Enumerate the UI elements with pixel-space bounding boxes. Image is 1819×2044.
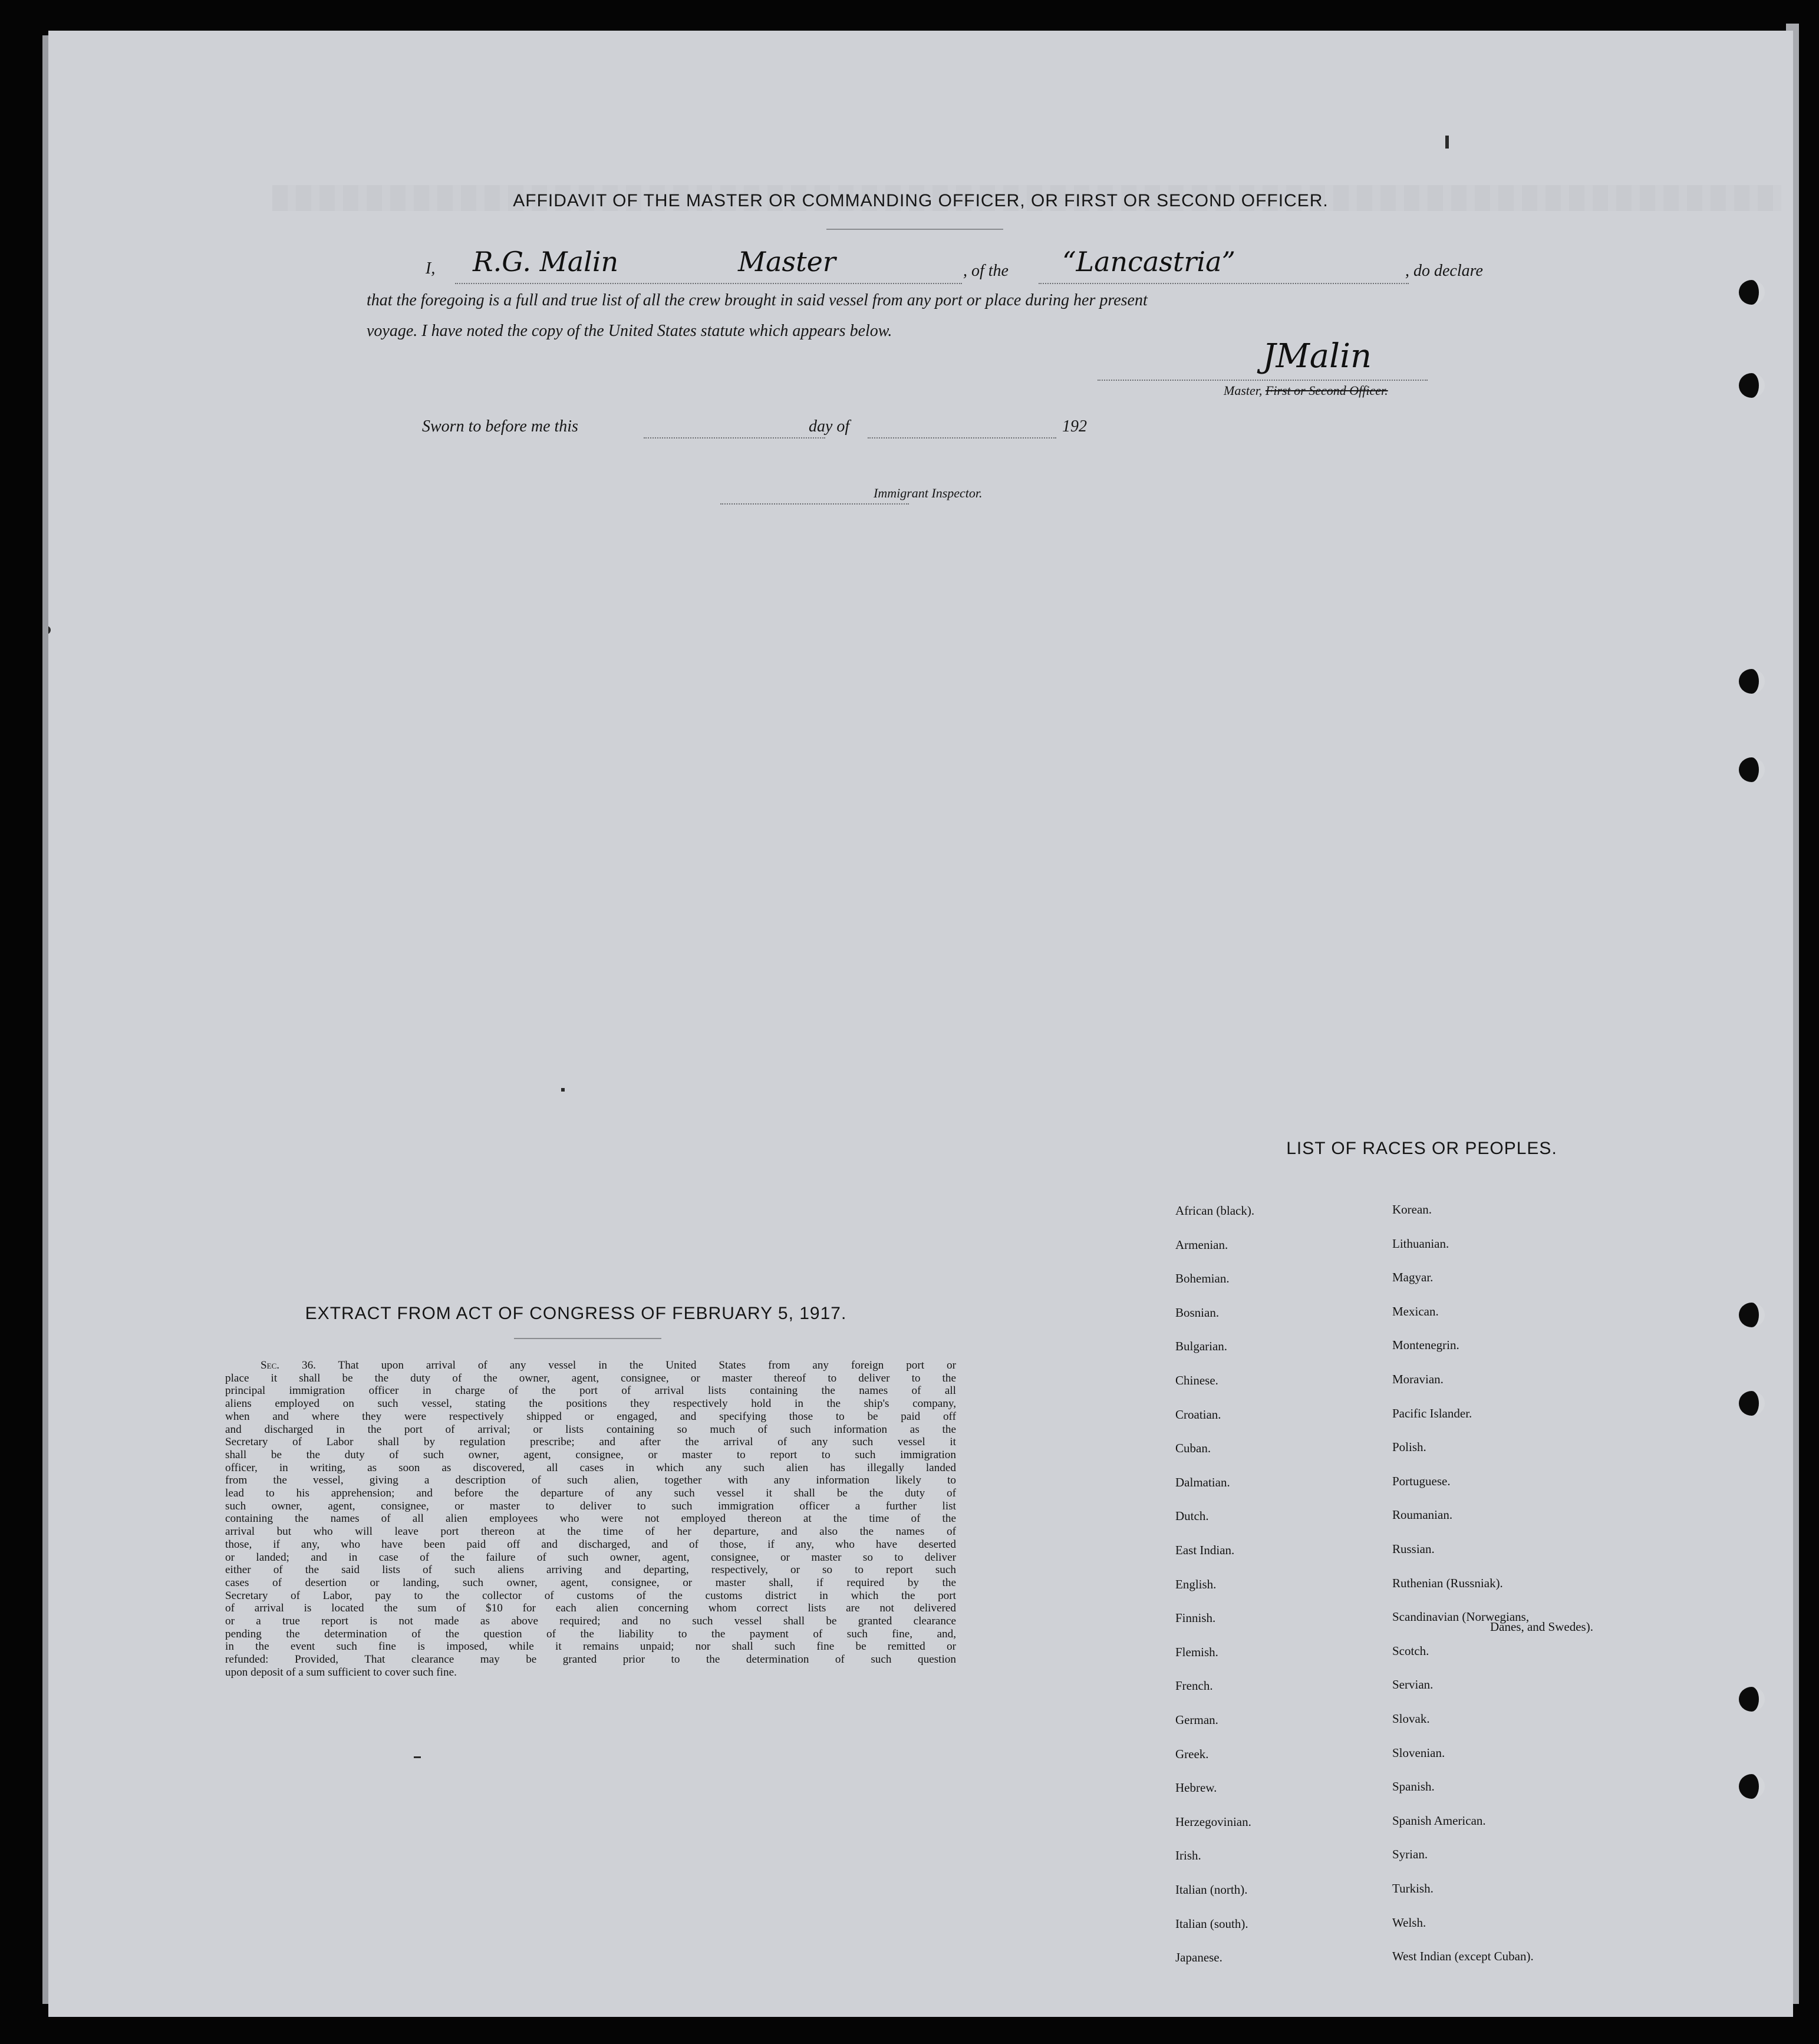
binder-hole xyxy=(1739,1303,1765,1327)
race-left-item: Japanese. xyxy=(1175,1950,1222,1965)
year-prefix: 192 xyxy=(1062,417,1087,436)
race-right-item: Slovak. xyxy=(1392,1712,1430,1726)
handwritten-vessel: “Lancastria” xyxy=(1062,246,1236,278)
sworn-month-line xyxy=(868,437,1056,439)
extract-body xyxy=(225,1359,956,1679)
extract-line: place it shall be the duty of the owner, agent, consignee, or master thereof to deliver to the xyxy=(225,1372,956,1384)
race-right-item: Scandinavian (Norwegians, xyxy=(1392,1610,1530,1624)
race-right-item: Scotch. xyxy=(1392,1643,1429,1658)
extract-line: when and where they were respectively shipped or engaged, and specifying those to be paid off xyxy=(225,1410,956,1423)
extract-line: Sec. 36. That upon arrival of any vessel in the United States from any foreign port or xyxy=(261,1359,956,1372)
extract-line: officer, in writing, as soon as discovered, all cases in which any such alien has illegally landed xyxy=(225,1461,956,1474)
name-line xyxy=(455,283,962,284)
extract-line: cases of desertion or landing, such owner, agent, consignee, or master shall, if required by the xyxy=(225,1576,956,1589)
race-scandinavian-cont: Danes, and Swedes). xyxy=(1490,1620,1593,1634)
affidavit-title: AFFIDAVIT OF THE MASTER OR COMMANDING OFFICER, OR FIRST OR SECOND OFFICER. xyxy=(513,191,1329,210)
extract-line: and discharged in the port of arrival; or lists containing so much of such information as the xyxy=(225,1423,956,1436)
race-right-item: Servian. xyxy=(1392,1677,1434,1692)
race-left-item: Dutch. xyxy=(1175,1509,1209,1524)
race-left-item: Bulgarian. xyxy=(1175,1339,1228,1354)
extract-line: Secretary of Labor, pay to the collector of customs of the customs district in which the port xyxy=(225,1589,956,1602)
race-right-item: Slovenian. xyxy=(1392,1745,1445,1760)
race-left-item: Finnish. xyxy=(1175,1611,1216,1626)
race-left-item: Hebrew. xyxy=(1175,1781,1217,1795)
extract-title: EXTRACT FROM ACT OF CONGRESS OF FEBRUARY 5, 1917. xyxy=(305,1304,847,1323)
race-right-item: Montenegrin. xyxy=(1392,1338,1459,1353)
handwritten-rank: Master xyxy=(738,246,836,278)
caption-master: Master, xyxy=(1224,383,1263,398)
extract-line: arrival but who will leave port thereon at the time of her departure, and also the names of xyxy=(225,1525,956,1538)
race-left-item: Armenian. xyxy=(1175,1237,1228,1252)
of-the-label: , of the xyxy=(963,262,1009,280)
day-of-label: day of xyxy=(809,417,850,436)
handwritten-name: R.G. Malin xyxy=(473,246,619,278)
race-left-item: East Indian. xyxy=(1175,1543,1235,1557)
binder-hole xyxy=(1739,669,1765,694)
stray-mark xyxy=(1445,136,1449,149)
race-left-item: English. xyxy=(1175,1577,1217,1591)
race-right-item: Welsh. xyxy=(1392,1915,1426,1930)
extract-line: in the event such fine is imposed, while it remains unpaid; nor shall such fine be remitted or xyxy=(225,1640,956,1653)
extract-line: pending the determination of the question of the liability to the payment of such fine, and, xyxy=(225,1627,956,1640)
race-left-item: French. xyxy=(1175,1679,1213,1693)
extract-line: refunded: Provided, That clearance may be granted prior to the determination of such question xyxy=(225,1653,956,1666)
race-right-item: Moravian. xyxy=(1392,1372,1444,1386)
race-left-item: Greek. xyxy=(1175,1746,1209,1761)
signature-line xyxy=(1098,380,1428,381)
race-left-item: Irish. xyxy=(1175,1848,1201,1863)
races-title: LIST OF RACES OR PEOPLES. xyxy=(1286,1139,1557,1158)
extract-line: or a true report is not made as above required; and no such vessel shall be granted clearance xyxy=(225,1615,956,1628)
race-right-item: Polish. xyxy=(1392,1440,1426,1455)
extract-line: principal immigration officer in charge of the port of arrival lists containing the names of all xyxy=(225,1384,956,1397)
vessel-line xyxy=(1039,283,1409,284)
caption-struck: First or Second Officer. xyxy=(1265,383,1388,398)
race-right-item: Russian. xyxy=(1392,1542,1435,1556)
stray-mark xyxy=(48,626,51,634)
extract-line: or landed; and in case of the failure of such owner, agent, consignee, or master so to deliver xyxy=(225,1551,956,1564)
extract-line: lead to his apprehension; and before the departure of any such vessel it shall be the duty of xyxy=(225,1487,956,1500)
do-declare-label: , do declare xyxy=(1405,262,1483,280)
race-right-item: Mexican. xyxy=(1392,1304,1439,1318)
race-left-item: Dalmatian. xyxy=(1175,1475,1230,1489)
stray-mark xyxy=(414,1756,421,1758)
stray-mark xyxy=(561,1088,565,1092)
extract-line: Secretary of Labor shall by regulation prescribe; and after the arrival of any such vessel it xyxy=(225,1436,956,1449)
race-left-item: Chinese. xyxy=(1175,1373,1218,1387)
extract-line: either of the said lists of such aliens arriving and departing, respectively, or so to report such xyxy=(225,1564,956,1577)
race-right-item: Korean. xyxy=(1392,1202,1432,1216)
race-right-item: Roumanian. xyxy=(1392,1508,1453,1522)
race-left-item: Cuban. xyxy=(1175,1441,1211,1456)
race-right-item: Spanish American. xyxy=(1392,1813,1486,1828)
extract-line: aliens employed on such vessel, stating the positions they respectively hold in the ship's company, xyxy=(225,1397,956,1410)
sworn-label: Sworn to before me this xyxy=(422,417,578,436)
race-right-item: Lithuanian. xyxy=(1392,1236,1449,1251)
binder-hole xyxy=(1739,1774,1765,1799)
i-label: I, xyxy=(426,259,436,278)
affidavit-line-3: voyage. I have noted the copy of the United States statute which appears below. xyxy=(367,322,892,340)
extract-rule xyxy=(514,1338,661,1339)
signature: JMalin xyxy=(1263,337,1372,375)
race-right-item: Magyar. xyxy=(1392,1270,1434,1285)
extract-line: containing the names of all alien employees who were not employed thereon at the time of the xyxy=(225,1512,956,1525)
inspector-line xyxy=(720,503,909,505)
sec-label: Sec. xyxy=(261,1359,280,1372)
race-right-item: Pacific Islander. xyxy=(1392,1406,1472,1420)
race-left-item: Italian (south). xyxy=(1175,1916,1248,1931)
binder-hole xyxy=(1739,280,1765,305)
race-left-item: Bosnian. xyxy=(1175,1305,1220,1320)
race-left-item: African (black). xyxy=(1175,1204,1255,1218)
race-right-item: Portuguese. xyxy=(1392,1473,1451,1488)
race-left-item: Bohemian. xyxy=(1175,1271,1230,1286)
race-right-item: Ruthenian (Russniak). xyxy=(1392,1575,1503,1590)
binder-hole xyxy=(1739,373,1765,398)
signature-caption xyxy=(1224,383,1388,398)
extract-line: of arrival is located the sum of $10 for each alien concerning whom correct lists are not delivered xyxy=(225,1602,956,1615)
inspector-caption: Immigrant Inspector. xyxy=(874,486,983,500)
race-right-item: West Indian (except Cuban). xyxy=(1392,1949,1534,1964)
sworn-day-line xyxy=(644,437,825,439)
extract-line: such owner, agent, consignee, or master to deliver to such immigration officer a further list xyxy=(225,1499,956,1512)
extract-line: those, if any, who have been paid off and discharged, and of those, if any, who have deserted xyxy=(225,1538,956,1551)
race-left-item: Herzegovinian. xyxy=(1175,1814,1251,1829)
binder-hole xyxy=(1739,1687,1765,1712)
race-left-item: Croatian. xyxy=(1175,1407,1221,1422)
race-left-item: Italian (north). xyxy=(1175,1883,1248,1897)
document-sheet xyxy=(48,31,1793,2017)
binder-hole xyxy=(1739,757,1765,782)
extract-line: shall be the duty of such owner, agent, consignee, or master to report to such immigration xyxy=(225,1448,956,1461)
race-left-item: Flemish. xyxy=(1175,1644,1218,1659)
affidavit-line-2: that the foregoing is a full and true list of all the crew brought in said vessel from any port or place during her present xyxy=(367,291,1148,309)
race-right-item: Spanish. xyxy=(1392,1779,1435,1794)
title-rule xyxy=(826,229,1003,230)
race-left-item: German. xyxy=(1175,1713,1218,1727)
extract-line: from the vessel, giving a description of such alien, together with any information likely to xyxy=(225,1474,956,1487)
race-right-item: Syrian. xyxy=(1392,1847,1428,1862)
extract-line: upon deposit of a sum sufficient to cover such fine. xyxy=(225,1666,457,1679)
binder-hole xyxy=(1739,1391,1765,1416)
race-right-item: Turkish. xyxy=(1392,1881,1434,1895)
